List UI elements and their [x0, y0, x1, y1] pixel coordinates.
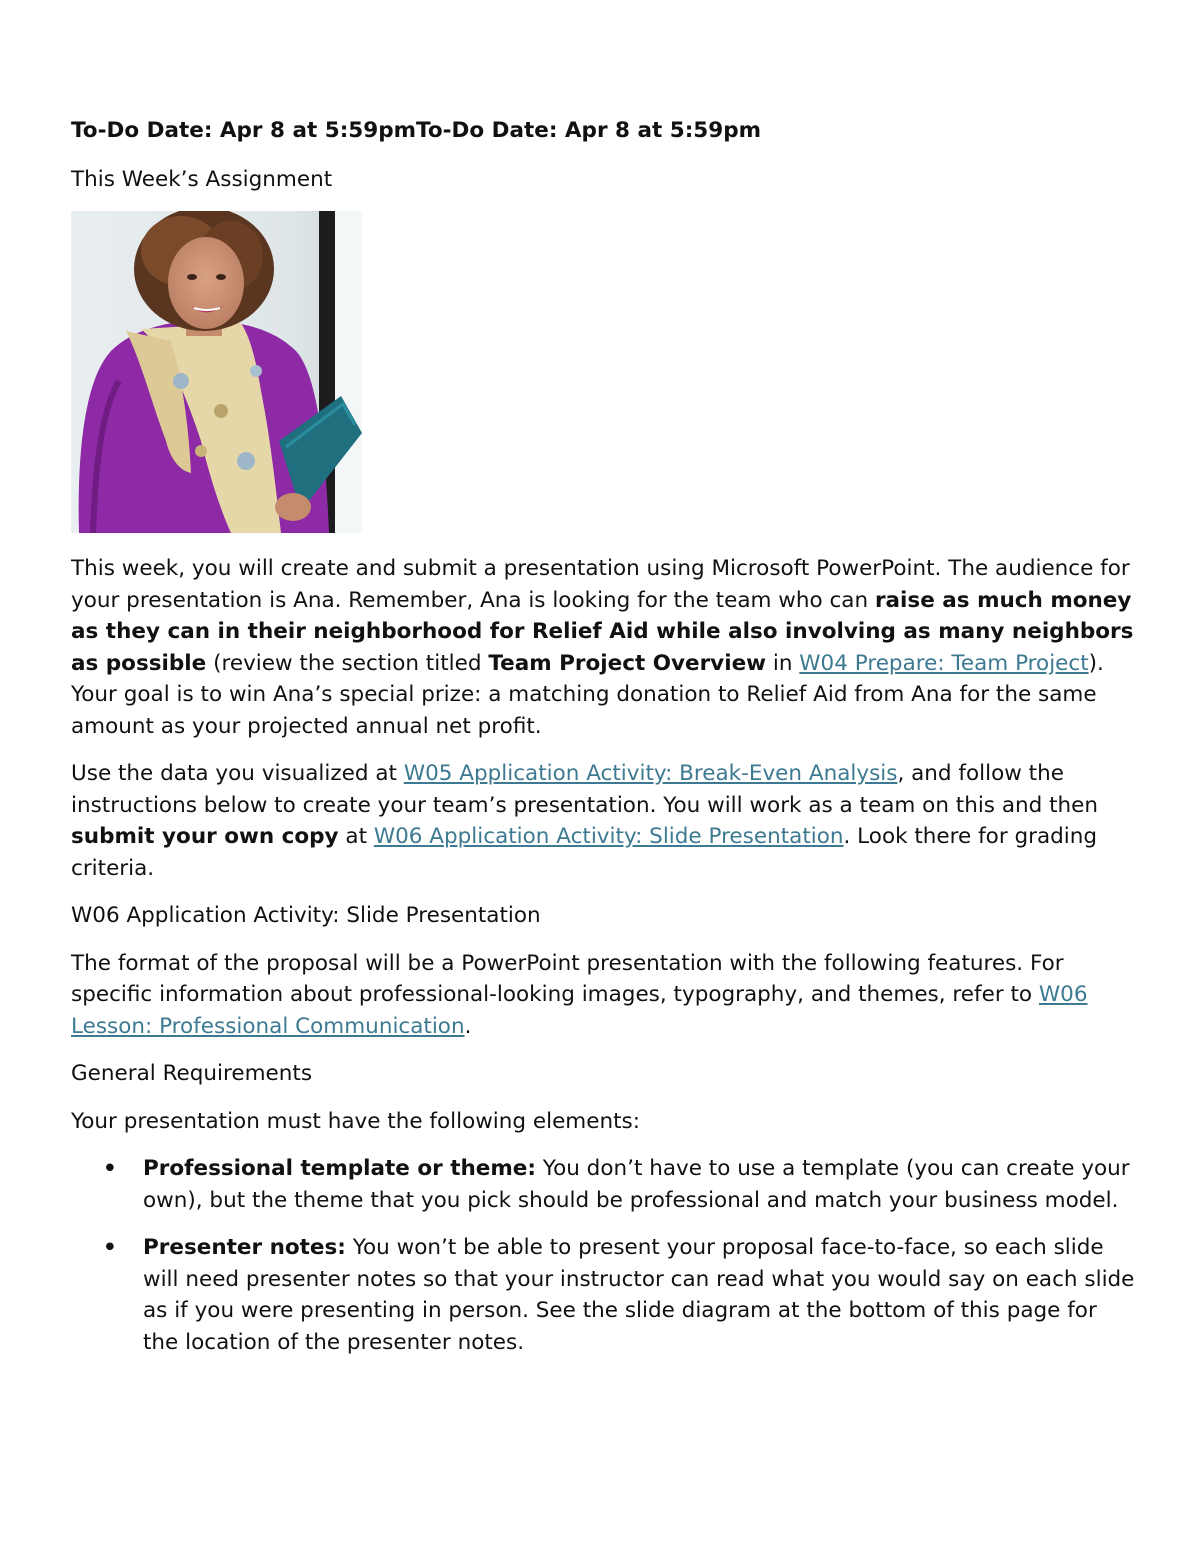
requirement-item-presenter-notes: • Presenter notes: You won’t be able to present your proposal face-to-face, so each slide will need presenter notes so that your instructor can read what you would say on each slide as if you were presenting in person. See the slide diagram at the bottom of this page for the location of the presenter notes. — [71, 1232, 1136, 1358]
requirement-item-template: • Professional template or theme: You don’t have to use a template (you can create your own), but the theme that you pick should be professional and match your business model. — [71, 1153, 1136, 1216]
document-page — [71, 115, 1136, 1374]
intro-paragraph: This week, you will create and submit a presentation using Microsoft PowerPoint. The audience for your presentation is Ana. Remember, Ana is looking for the team who can raise as much money as they can in their neighborhood for Relief Aid while also involving as many neighbors as possible (review the section titled Team Project Overview in W04 Prepare: Team Project). Your goal is to win Ana’s special prize: a matching donation to Relief Aid from Ana for the same amount as your projected annual net profit. — [71, 556, 1134, 739]
w06-lesson-link[interactable]: W06 Lesson: Professional Communication — [71, 982, 1088, 1039]
format-paragraph: The format of the proposal will be a PowerPoint presentation with the following features. For specific information about professional-looking images, typography, and themes, refer to W06 Lesson: Professional Communication. — [71, 950, 1088, 1039]
data-instructions-paragraph: Use the data you visualized at W05 Application Activity: Break-Even Analysis, and follow the instructions below to create your team’s presentation. You will work as a team on this and then submit your own copy at W06 Application Activity: Slide Presentation. Look there for grading criteria. — [71, 761, 1099, 881]
elements-intro: Your presentation must have the following elements: — [71, 1108, 640, 1134]
w04-team-project-link[interactable]: W04 Prepare: Team Project — [799, 650, 1089, 676]
general-requirements-heading: General Requirements — [71, 1061, 313, 1086]
todo-date-heading: To-Do Date: Apr 8 at 5:59pmTo-Do Date: Apr 8 at 5:59pm — [71, 118, 762, 143]
assignment-photo — [71, 211, 362, 533]
requirements-list — [71, 1153, 1136, 1358]
assignment-title: This Week’s Assignment — [71, 166, 333, 192]
bullet-icon: • — [103, 1156, 117, 1181]
activity-heading: W06 Application Activity: Slide Presentation — [71, 903, 541, 928]
w05-break-even-link[interactable]: W05 Application Activity: Break-Even Analysis — [403, 761, 898, 786]
bullet-icon: • — [103, 1235, 117, 1260]
w06-slide-presentation-link[interactable]: W06 Application Activity: Slide Presentation — [373, 824, 844, 849]
